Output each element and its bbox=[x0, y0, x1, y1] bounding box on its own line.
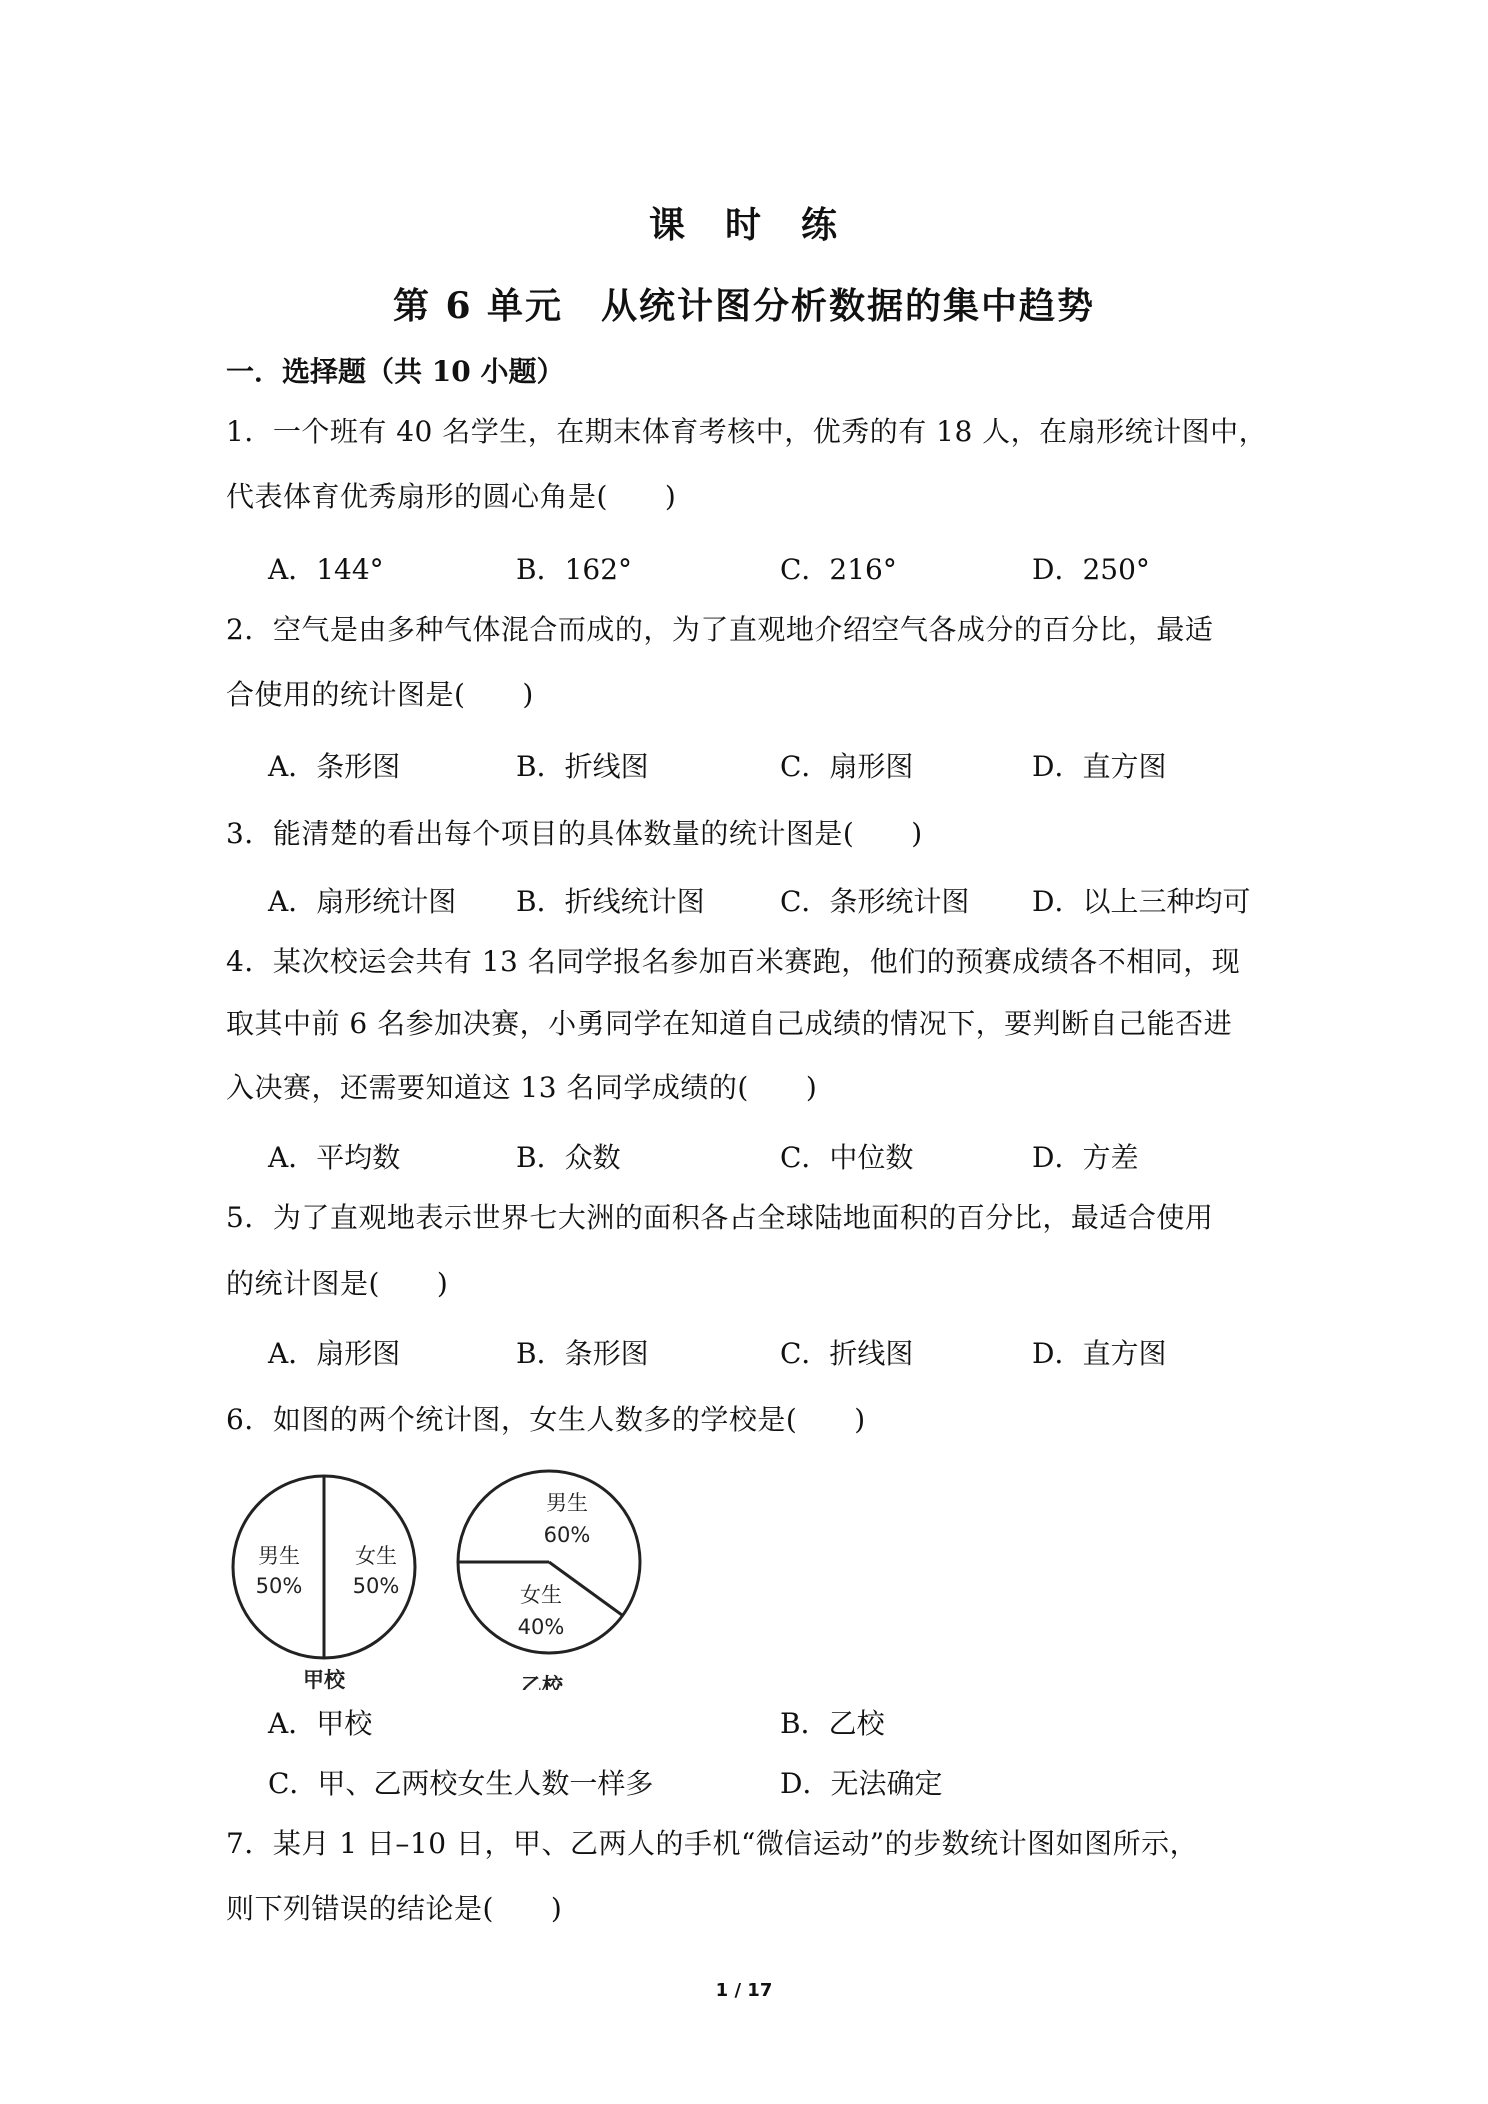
question-3-option-d: D．以上三种均可 bbox=[1032, 885, 1251, 918]
page-title: 课 时 练 bbox=[648, 204, 839, 246]
section-heading: 一．选择题（共 10 小题） bbox=[226, 355, 565, 388]
pie-slice-value: 60% bbox=[543, 1523, 591, 1547]
pie-slice-value: 40% bbox=[517, 1615, 565, 1639]
question-4-option-a: A．平均数 bbox=[268, 1141, 401, 1174]
pie-chart-jia bbox=[233, 1476, 415, 1690]
question-4-option-d: D．方差 bbox=[1032, 1141, 1139, 1174]
question-5-option-d: D．直方图 bbox=[1032, 1337, 1167, 1370]
question-2-option-a: A．条形图 bbox=[268, 750, 401, 783]
question-7-line-2: 则下列错误的结论是( ) bbox=[226, 1892, 563, 1925]
question-2-option-d: D．直方图 bbox=[1032, 750, 1167, 783]
question-5-option-a: A．扇形图 bbox=[268, 1337, 401, 1370]
question-6-option-a: A．甲校 bbox=[268, 1707, 373, 1740]
page-subtitle: 第 6 单元 从统计图分析数据的集中趋势 bbox=[392, 285, 1096, 327]
pie-slice-value: 50% bbox=[352, 1574, 400, 1598]
question-4-line-1: 4．某次校运会共有 13 名同学报名参加百米赛跑，他们的预赛成绩各不相同，现 bbox=[226, 945, 1241, 978]
question-5-line-1: 5．为了直观地表示世界七大洲的面积各占全球陆地面积的百分比，最适合使用 bbox=[226, 1201, 1214, 1234]
question-1-option-a: A．144° bbox=[268, 553, 384, 586]
question-3-option-a: A．扇形统计图 bbox=[268, 885, 457, 918]
question-6-line-1: 6．如图的两个统计图，女生人数多的学校是( ) bbox=[226, 1403, 866, 1436]
question-7-line-1: 7．某月 1 日–10 日，甲、乙两人的手机“微信运动”的步数统计图如图所示， bbox=[226, 1827, 1199, 1860]
question-5-option-b: B．条形图 bbox=[516, 1337, 649, 1370]
page-number: 1 / 17 bbox=[715, 1980, 773, 2001]
pie-slice-label: 女生 bbox=[520, 1583, 562, 1607]
pie-charts-svg bbox=[224, 1455, 654, 1690]
pie-chart-yi bbox=[458, 1471, 640, 1690]
pie-slice-label: 女生 bbox=[355, 1544, 397, 1568]
question-2-line-1: 2．空气是由多种气体混合而成的，为了直观地介绍空气各成分的百分比，最适 bbox=[226, 613, 1214, 646]
question-4-line-2: 取其中前 6 名参加决赛，小勇同学在知道自己成绩的情况下，要判断自己能否进 bbox=[226, 1007, 1233, 1040]
pie-slice-value: 50% bbox=[255, 1574, 303, 1598]
question-6-option-b: B．乙校 bbox=[780, 1707, 885, 1740]
question-6-option-c: C．甲、乙两校女生人数一样多 bbox=[268, 1767, 654, 1800]
pie-caption: 甲校 bbox=[303, 1668, 345, 1690]
pie-charts-figure bbox=[224, 1455, 654, 1690]
question-3-line-1: 3．能清楚的看出每个项目的具体数量的统计图是( ) bbox=[226, 817, 923, 850]
question-1-option-b: B．162° bbox=[516, 553, 633, 586]
question-2-line-2: 合使用的统计图是( ) bbox=[226, 678, 534, 711]
question-4-option-c: C．中位数 bbox=[780, 1141, 914, 1174]
question-1-line-2: 代表体育优秀扇形的圆心角是( ) bbox=[226, 480, 677, 513]
question-1-line-1: 1．一个班有 40 名学生，在期末体育考核中，优秀的有 18 人，在扇形统计图中， bbox=[226, 415, 1268, 448]
pie-slice-label: 男生 bbox=[258, 1544, 300, 1568]
question-3-option-c: C．条形统计图 bbox=[780, 885, 970, 918]
question-6-option-d: D．无法确定 bbox=[780, 1767, 943, 1800]
question-1-option-c: C．216° bbox=[780, 553, 897, 586]
question-4-line-3: 入决赛，还需要知道这 13 名同学成绩的( ) bbox=[226, 1071, 818, 1104]
question-5-option-c: C．折线图 bbox=[780, 1337, 914, 1370]
question-2-option-b: B．折线图 bbox=[516, 750, 649, 783]
pie-caption: 乙校 bbox=[521, 1674, 563, 1690]
question-3-option-b: B．折线统计图 bbox=[516, 885, 705, 918]
question-5-line-2: 的统计图是( ) bbox=[226, 1267, 449, 1300]
question-2-option-c: C．扇形图 bbox=[780, 750, 914, 783]
question-1-option-d: D．250° bbox=[1032, 553, 1150, 586]
question-4-option-b: B．众数 bbox=[516, 1141, 621, 1174]
pie-slice-label: 男生 bbox=[546, 1491, 588, 1515]
